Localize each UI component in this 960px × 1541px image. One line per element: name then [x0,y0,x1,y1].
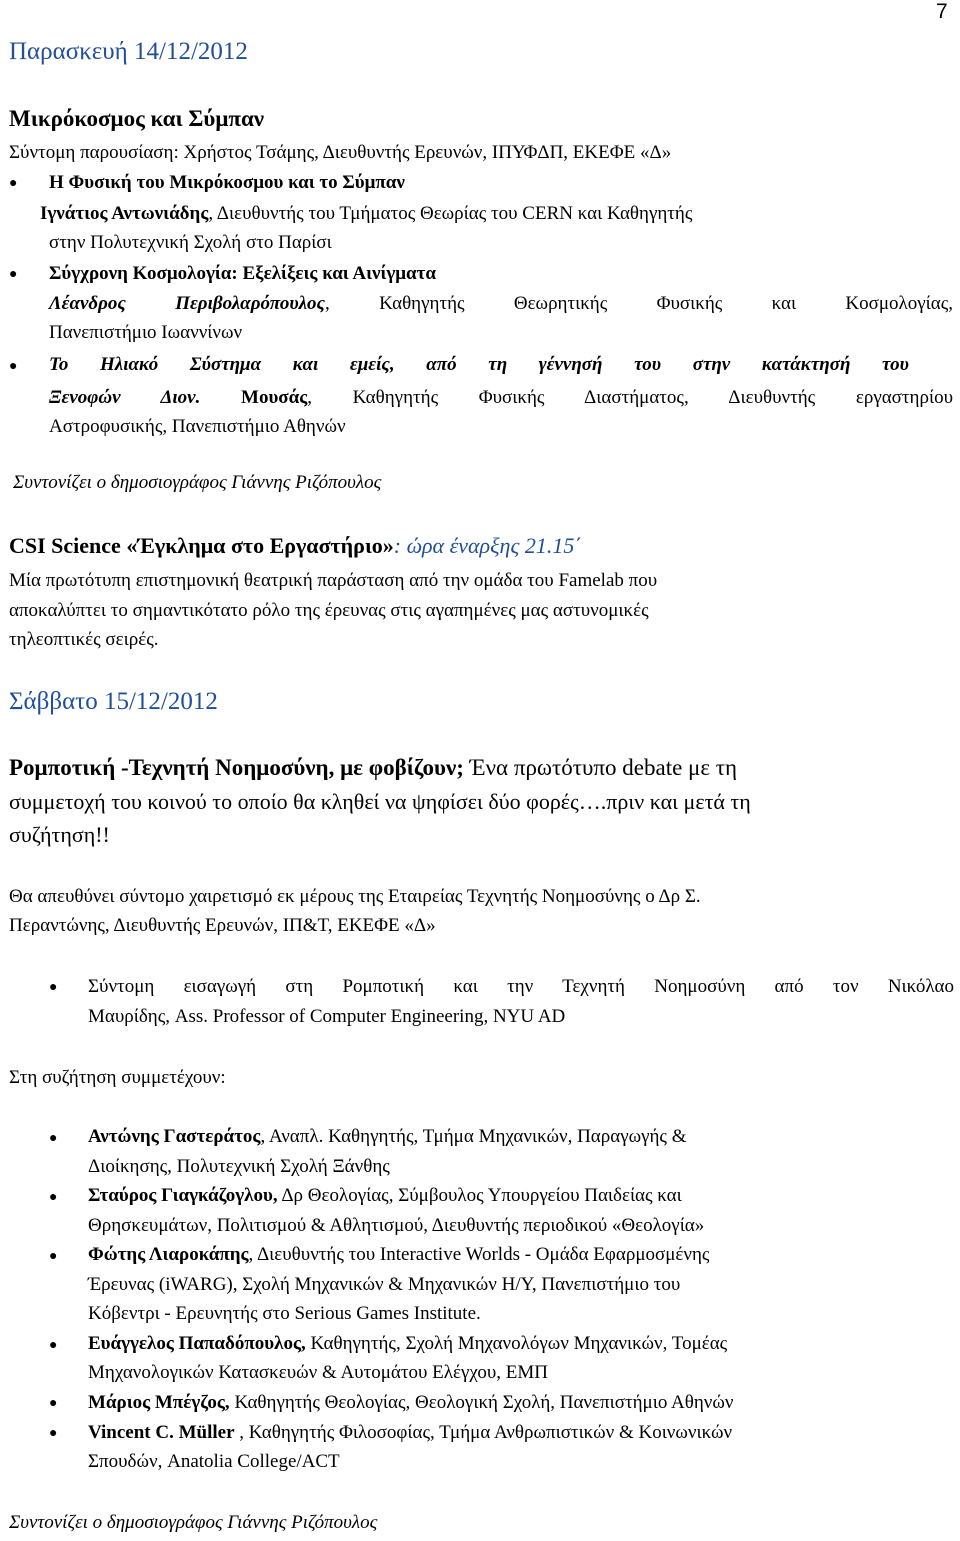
panelist-1: Αντώνης Γαστεράτος, Αναπλ. Καθηγητής, Τμήμα Μηχανικών, Παραγωγής & [88,1126,687,1147]
day2-moderator: Συντονίζει ο δημοσιογράφος Γιάννης Ριζόπουλος [9,1512,378,1533]
talk1-speaker: Ιγνάτιος Αντωνιάδης [40,203,209,224]
bullet-icon: ● [49,1338,58,1353]
page-number: 7 [936,0,948,23]
csi-desc-1: Μία πρωτότυπη επιστημονική θεατρική παράσταση από την ομάδα του Famelab που [9,570,658,591]
day1-title: Μικρόκοσμος και Σύμπαν [9,106,265,131]
talk1-affil: στην Πολυτεχνική Σχολή στο Παρίσι [49,232,332,253]
csi-event-title: CSI Science «Έγκλημα στο Εργαστήριο»: ώρα έναρξης 21.15΄ [9,533,582,558]
bullet-icon: ● [49,1396,58,1411]
bullet-icon: ● [9,176,18,191]
talk1-speaker-line: Ιγνάτιος Αντωνιάδης, Διευθυντής του Τμήματος Θεωρίας του CERN και Καθηγητής [40,203,693,224]
panel-heading: Στη συζήτηση συμμετέχουν: [9,1067,226,1088]
talk3-speaker: Μουσάς [241,387,308,408]
panelist-2-line-2: Θρησκευμάτων, Πολιτισμού & Αθλητισμού, Διευθυντής περιοδικού «Θεολογία» [88,1215,705,1236]
greeting-2: Περαντώνης, Διευθυντής Ερευνών, ΙΠ&Τ, ΕΚΕΦΕ «Δ» [9,915,436,936]
talk2-speaker: Λέανδρος Περιβολαρόπουλος [49,293,326,314]
day1-date: Παρασκευή 14/12/2012 [9,38,248,65]
bullet-icon: ● [49,1426,58,1441]
bullet-icon: ● [49,980,58,995]
day1-moderator: Συντονίζει ο δημοσιογράφος Γιάννης Ριζόπουλος [13,472,382,493]
csi-event-time: : ώρα έναρξης 21.15΄ [393,533,582,558]
debate-line-2: συμμετοχή του κοινού το οποίο θα κληθεί να ψηφίσει δύο φορές….πριν και μετά τη [9,789,751,814]
panelist-2: Σταύρος Γιαγκάζογλου, Δρ Θεολογίας, Σύμβουλος Υπουργείου Παιδείας και [88,1185,682,1206]
bullet-icon: ● [49,1190,58,1205]
debate-line-3: συζήτηση!! [9,822,110,847]
panelist-4: Ευάγγελος Παπαδόπουλος, Καθηγητής, Σχολή Μηχανολόγων Μηχανικών, Τομέας [88,1333,728,1354]
csi-desc-3: τηλεοπτικές σειρές. [9,629,159,650]
panelist-1-line-2: Διοίκησης, Πολυτεχνική Σχολή Ξάνθης [88,1156,390,1177]
bullet-icon: ● [9,359,18,374]
talk3-speaker-line: Ξενοφών Διον. Μουσάς, Καθηγητής Φυσικής Διαστήματος, Διευθυντής εργαστηρίου [49,387,953,408]
talk3-title: Το Ηλιακό Σύστημα και εμείς, από τη γέννησή του στην κατάκτησή του [49,354,909,375]
talk2-title: Σύγχρονη Κοσμολογία: Εξελίξεις και Αινίγματα [49,263,437,284]
day2-date: Σάββατο 15/12/2012 [9,688,218,715]
greeting-1: Θα απευθύνει σύντομο χαιρετισμό εκ μέρους της Εταιρείας Τεχνητής Νοημοσύνης ο Δρ Σ. [9,886,701,907]
bullet-icon: ● [9,267,18,282]
talk3-affil: Αστροφυσικής, Πανεπιστήμιο Αθηνών [49,416,346,437]
csi-desc-2: αποκαλύπτει το σημαντικότατο ρόλο της έρευνας στις αγαπημένες μας αστυνομικές [9,600,649,621]
talk2-speaker-line: Λέανδρος Περιβολαρόπουλος, Καθηγητής Θεωρητικής Φυσικής και Κοσμολογίας, [49,293,953,314]
panelist-3-line-3: Κόβεντρι - Ερευνητής στο Serious Games Institute. [88,1303,481,1324]
talk2-affil: Πανεπιστήμιο Ιωαννίνων [49,322,243,343]
debate-title: Ρομποτική -Τεχνητή Νοημοσύνη, με φοβίζουν; [9,755,464,780]
debate-line-1: Ρομποτική -Τεχνητή Νοημοσύνη, με φοβίζουν; Ένα πρωτότυπο debate με τη [9,755,738,780]
panelist-6-line-2: Σπουδών, Anatolia College/ACT [88,1451,340,1472]
bullet-icon: ● [49,1249,58,1264]
bullet-icon: ● [49,1131,58,1146]
panelist-4-line-2: Μηχανολογικών Κατασκευών & Αυτομάτου Ελέγχου, ΕΜΠ [88,1362,548,1383]
panelist-3: Φώτης Λιαροκάπης, Διευθυντής του Interactive Worlds - Ομάδα Εφαρμοσμένης [88,1244,710,1265]
talk1-title: Η Φυσική του Μικρόκοσμου και το Σύμπαν [49,172,405,193]
intro-line-1: Σύντομη εισαγωγή στη Ρομποτική και την Τεχνητή Νοημοσύνη από τον Νικόλαο [88,976,954,997]
intro-line-2: Μαυρίδης, Ass. Professor of Computer Engineering, NYU AD [88,1006,566,1027]
panelist-6: Vincent C. Müller , Καθηγητής Φιλοσοφίας, Τμήμα Ανθρωπιστικών & Κοινωνικών [88,1422,733,1443]
panelist-5: Μάριος Μπέγζος, Καθηγητής Θεολογίας, Θεολογική Σχολή, Πανεπιστήμιο Αθηνών [88,1392,734,1413]
day1-intro: Σύντομη παρουσίαση: Χρήστος Τσάμης, Διευθυντής Ερευνών, ΙΠΥΦΔΠ, ΕΚΕΦΕ «Δ» [9,142,672,163]
panelist-3-line-2: Έρευνας (iWARG), Σχολή Μηχανικών & Μηχανικών Η/Υ, Πανεπιστήμιο του [88,1274,681,1295]
